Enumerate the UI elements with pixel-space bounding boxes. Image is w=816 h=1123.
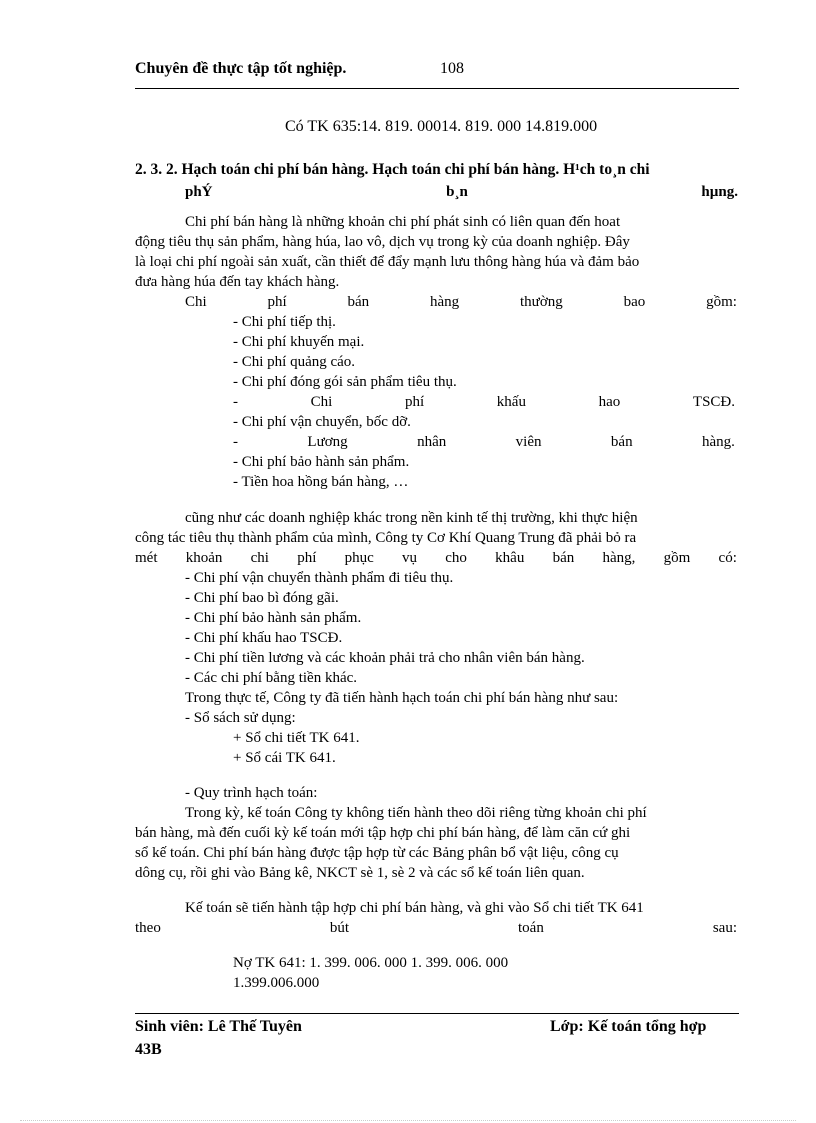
intro-line: Chi phí bán hàng là những khoản chi phí phát sinh có liên quan đến hoat bbox=[185, 214, 621, 230]
word: bán bbox=[552, 550, 575, 566]
procedure-label: - Quy trình hạch toán: bbox=[185, 785, 318, 801]
cost-item: - Chi phí đóng gói sản phẩm tiêu thụ. bbox=[233, 374, 457, 390]
word: bao bbox=[623, 294, 646, 310]
word: chi bbox=[250, 550, 269, 566]
company-item: - Các chi phí bằng tiền khác. bbox=[185, 670, 358, 686]
word: bán bbox=[610, 434, 633, 450]
procedure-line: sổ kế toán. Chi phí bán hàng được tập hợp từ các Bảng phân bổ vật liệu, công cụ bbox=[135, 845, 619, 861]
word: phí bbox=[267, 294, 287, 310]
cost-item: - Chi phí tiếp thị. bbox=[233, 314, 336, 330]
word: sau: bbox=[712, 920, 737, 936]
word: toán bbox=[518, 920, 544, 936]
section-heading-line2 bbox=[185, 182, 738, 202]
word: bút bbox=[329, 920, 349, 936]
word: gồm bbox=[663, 550, 691, 566]
cost-item bbox=[233, 392, 735, 412]
footer-divider bbox=[135, 1013, 739, 1014]
word: Lương bbox=[307, 434, 348, 450]
journal-entry: Nợ TK 641: 1. 399. 006. 000 1. 399. 006. 000 bbox=[233, 955, 509, 971]
word: theo bbox=[135, 920, 161, 936]
word: khấu bbox=[496, 394, 526, 410]
company-item: - Chi phí khấu hao TSCĐ. bbox=[185, 630, 343, 646]
word: Chi bbox=[310, 394, 333, 410]
word: khoản bbox=[185, 550, 223, 566]
word: phí bbox=[404, 394, 425, 410]
company-line: cũng như các doanh nghiệp khác trong nền kinh tế thị trường, khi thực hiện bbox=[185, 510, 638, 526]
word: phí bbox=[297, 550, 317, 566]
word: Chi bbox=[185, 294, 207, 310]
company-item: - Chi phí bảo hành sản phẩm. bbox=[185, 610, 362, 626]
heading-word: phÝ bbox=[185, 184, 213, 200]
practice-line: Trong thực tế, Công ty đã tiến hành hạch toán chi phí bán hàng như sau: bbox=[185, 690, 619, 706]
books-label: - Sổ sách sử dụng: bbox=[185, 710, 296, 726]
company-item: - Chi phí tiền lương và các khoản phải trả cho nhân viên bán hàng. bbox=[185, 650, 585, 666]
closing-line: Kế toán sẽ tiến hành tập hợp chi phí bán hàng, và ghi vào Sổ chi tiết TK 641 bbox=[185, 900, 644, 916]
section-heading: 2. 3. 2. Hạch toán chi phí bán hàng. Hạch toán chi phí bán hàng. H¹ch to¸n chi bbox=[135, 161, 650, 178]
cost-item: - Chi phí vận chuyển, bốc dỡ. bbox=[233, 414, 411, 430]
word: khâu bbox=[495, 550, 525, 566]
company-item: - Chi phí vận chuyển thành phẩm đi tiêu thụ. bbox=[185, 570, 454, 586]
top-entry: Có TK 635:14. 819. 00014. 819. 000 14.819.000 bbox=[285, 118, 598, 135]
word: - bbox=[233, 394, 238, 410]
closing-line bbox=[135, 918, 737, 938]
word: hàng, bbox=[602, 550, 636, 566]
page-number: 108 bbox=[440, 60, 464, 77]
footer-cohort: 43B bbox=[135, 1041, 162, 1058]
intro-line: đưa hàng húa đến tay khách hàng. bbox=[135, 274, 340, 290]
intro-line: là loại chi phí ngoài sản xuất, cần thiết để đẩy mạnh lưu thông hàng húa và đảm bảo bbox=[135, 254, 640, 270]
word: viên bbox=[515, 434, 542, 450]
company-line bbox=[135, 548, 737, 568]
word: hao bbox=[598, 394, 621, 410]
word: hàng bbox=[430, 294, 460, 310]
book-item: + Sổ cái TK 641. bbox=[233, 750, 336, 766]
footer-class: Lớp: Kế toán tổng hợp bbox=[550, 1018, 707, 1035]
page-bottom-dotted-line bbox=[20, 1120, 796, 1121]
cost-item: - Chi phí bảo hành sản phẩm. bbox=[233, 454, 410, 470]
word: - bbox=[233, 434, 238, 450]
word: thường bbox=[520, 294, 563, 310]
company-line: công tác tiêu thụ thành phẩm của mình, Công ty Cơ Khí Quang Trung đã phải bỏ ra bbox=[135, 530, 637, 546]
book-item: + Sổ chi tiết TK 641. bbox=[233, 730, 360, 746]
word: có: bbox=[718, 550, 737, 566]
list-intro bbox=[185, 292, 737, 312]
heading-word: hµng. bbox=[701, 184, 738, 200]
cost-item: - Tiền hoa hồng bán hàng, … bbox=[233, 474, 409, 490]
heading-word: b¸n bbox=[446, 184, 468, 200]
cost-item: - Chi phí quảng cáo. bbox=[233, 354, 356, 370]
word: phục bbox=[344, 550, 374, 566]
intro-line: động tiêu thụ sản phẩm, hàng húa, lao vô, dịch vụ trong kỳ của doanh nghiệp. Đây bbox=[135, 234, 630, 250]
procedure-line: bán hàng, mà đến cuối kỳ kế toán mới tập hợp chi phí bán hàng, để làm căn cứ ghi bbox=[135, 825, 631, 841]
word: hàng. bbox=[702, 434, 735, 450]
word: mét bbox=[135, 550, 158, 566]
header-title: Chuyên đề thực tập tốt nghiệp. bbox=[135, 60, 347, 77]
procedure-line: Trong kỳ, kế toán Công ty không tiến hành theo dõi riêng từng khoản chi phí bbox=[185, 805, 647, 821]
word: gồm: bbox=[706, 294, 737, 310]
word: bán bbox=[347, 294, 370, 310]
header-divider bbox=[135, 88, 739, 89]
cost-item bbox=[233, 432, 735, 452]
word: nhân bbox=[417, 434, 447, 450]
company-item: - Chi phí bao bì đóng gãi. bbox=[185, 590, 339, 606]
word: TSCĐ. bbox=[692, 394, 735, 410]
footer-student: Sinh viên: Lê Thế Tuyên bbox=[135, 1018, 302, 1035]
procedure-line: dông cụ, rồi ghi vào Bảng kê, NKCT sè 1, sè 2 và các sổ kế toán liên quan. bbox=[135, 865, 585, 881]
cost-item: - Chi phí khuyến mại. bbox=[233, 334, 365, 350]
word: cho bbox=[445, 550, 467, 566]
journal-entry: 1.399.006.000 bbox=[233, 975, 320, 991]
word: vụ bbox=[402, 550, 418, 566]
